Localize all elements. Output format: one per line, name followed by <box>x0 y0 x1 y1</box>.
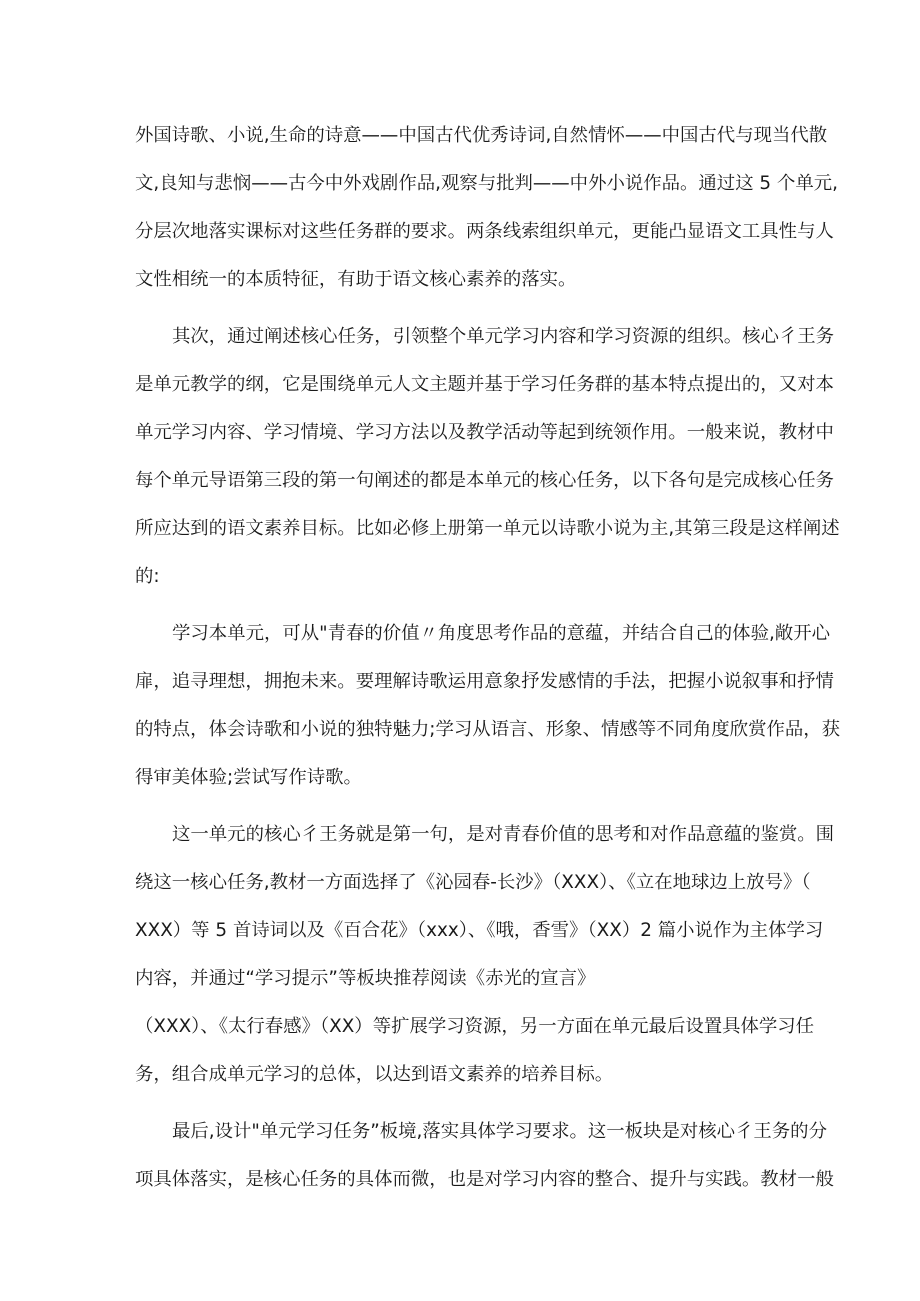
text-line: （XXX）、《太行春感》（XX）等扩展学习资源，另一方面在单元最后设置具体学习任 <box>135 1016 815 1037</box>
paragraph-5 <box>135 1108 834 1204</box>
text-line: 单元学习内容、学习情境、学习方法以及教学活动等起到统领作用。一般来说，教材中 <box>135 422 834 443</box>
text-line: 扉，追寻理想，拥抱未来。要理解诗歌运用意象抒发感情的手法，把握小说叙事和抒情 <box>135 671 834 692</box>
text-line: 外国诗歌、小说,生命的诗意——中国古代优秀诗词,自然情怀——中国古代与现当代散 <box>135 125 828 146</box>
text-line: 最后,设计"单元学习任务”板境,落实具体学习要求。这一板块是对核心彳王务的分 <box>172 1121 827 1142</box>
text-line: 项具体落实，是核心任务的具体而微，也是对学习内容的整合、提升与实践。教材一般 <box>135 1169 834 1190</box>
text-line: 内容，并通过“学习提示”等板块推荐阅读《赤光的宣言》 <box>135 968 596 989</box>
document-body <box>135 112 841 1213</box>
text-line: 每个单元导语第三段的第一句阐述的都是本单元的核心任务，以下各句是完成核心任务 <box>135 470 834 491</box>
text-line: XXX）等 5 首诗词以及《百合花》（xxx）、《哦，香雪》（XX）2 篇小说作为主体学习 <box>135 920 824 941</box>
text-line: 务，组合成单元学习的总体，以达到语文素养的培养目标。 <box>135 1064 614 1085</box>
text-line: 所应达到的语文素养目标。比如必修上册第一单元以诗歌小说为主,其第三段是这样阐述 <box>135 518 840 539</box>
text-line: 文,良知与悲悯——古今中外戏剧作品,观察与批判——中外小说作品。通过这 5 个单元, <box>135 173 838 194</box>
text-line: 绕这一核心任务,教材一方面选择了《沁园春-长沙》（XXX）、《立在地球边上放号》（ <box>135 872 811 893</box>
text-line: 这一单元的核心彳王务就是第一句，是对青春价值的思考和对作品意蕴的鉴赏。围 <box>172 824 835 845</box>
text-line: 分层次地落实课标对这些任务群的要求。两条线索组织单元，更能凸显语文工具性与人 <box>135 221 834 242</box>
paragraph-4 <box>135 811 835 1099</box>
text-line: 文性相统一的本质特征，有助于语文核心素养的落实。 <box>135 269 577 290</box>
text-line: 得审美体验;尝试写作诗歌。 <box>135 767 362 788</box>
paragraph-3 <box>135 610 841 802</box>
text-line: 的: <box>135 566 160 587</box>
paragraph-2 <box>135 313 840 601</box>
text-line: 其次，通过阐述核心任务，引领整个单元学习内容和学习资源的组织。核心彳王务 <box>172 326 835 347</box>
paragraph-1 <box>135 112 838 304</box>
text-line: 的特点，体会诗歌和小说的独特魅力;学习从语言、形象、情感等不同角度欣赏作品，获 <box>135 719 841 740</box>
text-line: 是单元教学的纲，它是围绕单元人文主题并基于学习任务群的基本特点提出的，又对本 <box>135 374 834 395</box>
text-line: 学习本单元，可从"青春的价值〃角度思考作品的意蕴，并结合自己的体验,敞开心 <box>172 623 830 644</box>
